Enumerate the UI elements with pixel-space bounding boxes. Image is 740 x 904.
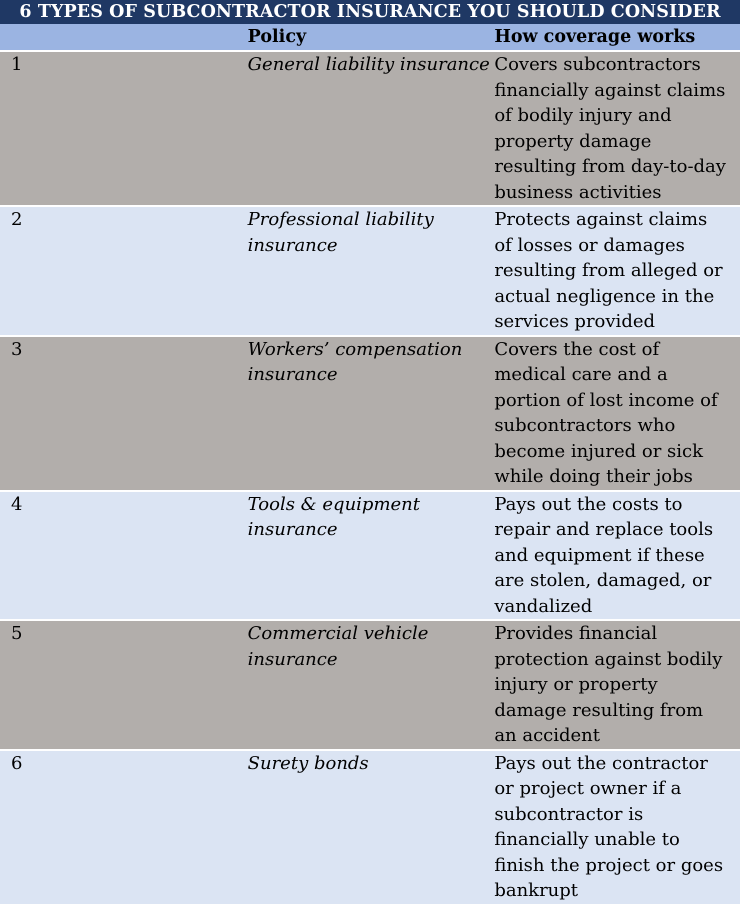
row-number: 6 bbox=[0, 750, 247, 904]
row-number: 1 bbox=[0, 51, 247, 206]
policy-name: Commercial vehicle insurance bbox=[247, 620, 494, 750]
coverage-description: Covers subcontractors financially against claims of bodily injury and property damage resulting from day-to-day business activities bbox=[493, 51, 740, 206]
table-row bbox=[0, 620, 740, 750]
coverage-description: Provides financial protection against bodily injury or property damage resulting from an accident bbox=[493, 620, 740, 750]
table-row bbox=[0, 750, 740, 904]
table-title: 6 TYPES OF SUBCONTRACTOR INSURANCE YOU SHOULD CONSIDER bbox=[0, 0, 740, 24]
row-number: 2 bbox=[0, 206, 247, 336]
column-header-row bbox=[0, 24, 740, 51]
table-row bbox=[0, 336, 740, 491]
table-row bbox=[0, 491, 740, 621]
table-title-row bbox=[0, 0, 740, 24]
column-header-number bbox=[0, 24, 247, 51]
coverage-description: Protects against claims of losses or damages resulting from alleged or actual negligence in the services provided bbox=[493, 206, 740, 336]
table-row bbox=[0, 206, 740, 336]
coverage-description: Covers the cost of medical care and a portion of lost income of subcontractors who become injured or sick while doing their jobs bbox=[493, 336, 740, 491]
row-number: 3 bbox=[0, 336, 247, 491]
column-header-coverage: How coverage works bbox=[493, 24, 740, 51]
table-row bbox=[0, 51, 740, 206]
policy-name: General liability insurance bbox=[247, 51, 494, 206]
policy-name: Workers’ compensation insurance bbox=[247, 336, 494, 491]
policy-name: Surety bonds bbox=[247, 750, 494, 904]
row-number: 4 bbox=[0, 491, 247, 621]
column-header-policy: Policy bbox=[247, 24, 494, 51]
policy-name: Tools & equipment insurance bbox=[247, 491, 494, 621]
coverage-description: Pays out the contractor or project owner if a subcontractor is financially unable to finish the project or goes bankrupt bbox=[493, 750, 740, 904]
policy-name: Professional liability insurance bbox=[247, 206, 494, 336]
coverage-description: Pays out the costs to repair and replace tools and equipment if these are stolen, damaged, or vandalized bbox=[493, 491, 740, 621]
row-number: 5 bbox=[0, 620, 247, 750]
